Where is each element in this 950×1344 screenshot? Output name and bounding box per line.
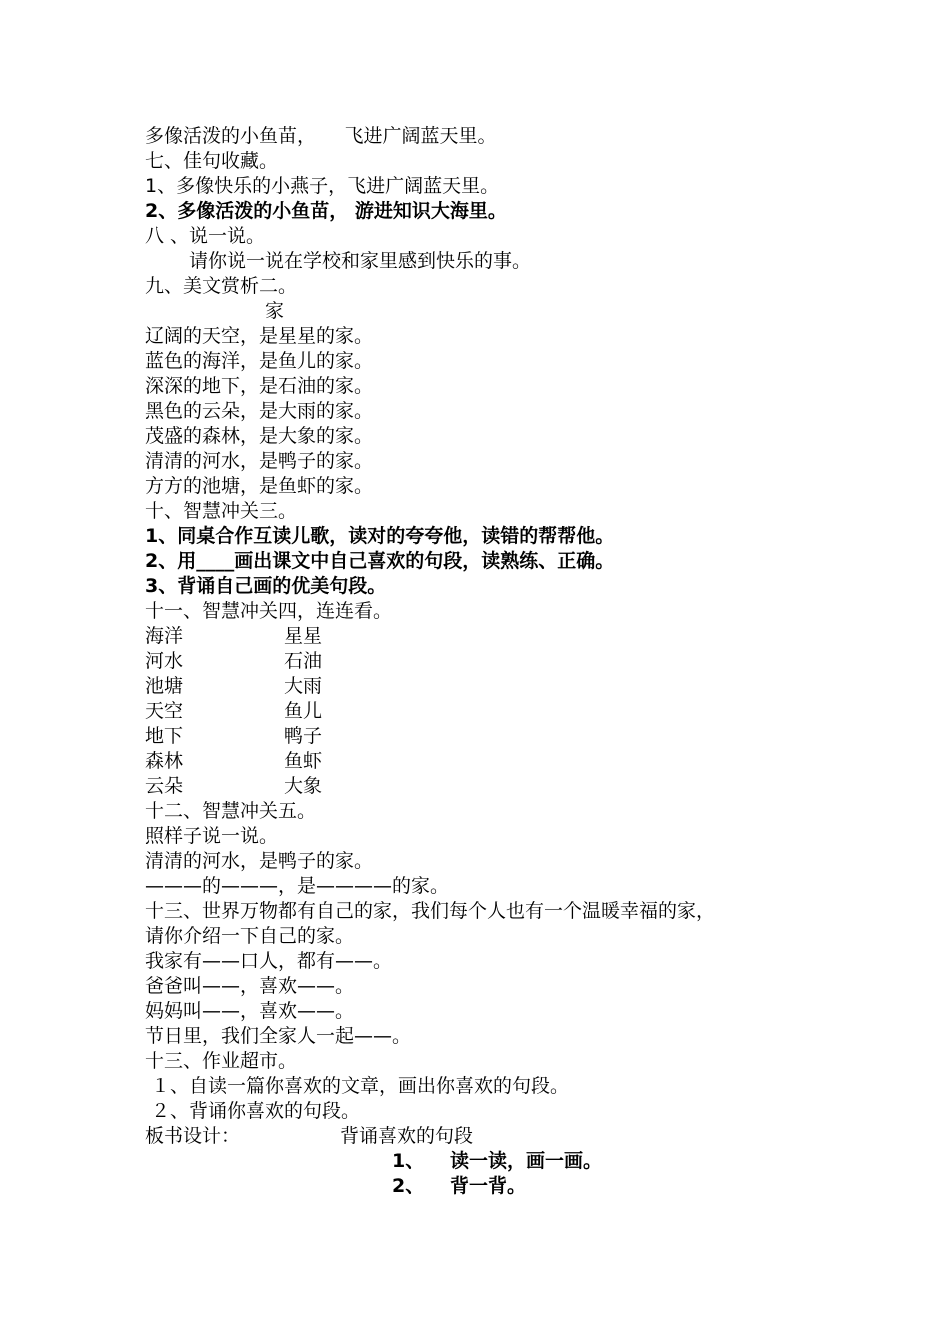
text-line: 1、同桌合作互读儿歌，读对的夸夸他，读错的帮帮他。: [145, 525, 615, 547]
match-left-item: 天空: [145, 700, 184, 722]
match-left-item: 河水: [145, 650, 184, 672]
fill-blank-line: 我家有——口人，都有——。: [145, 950, 393, 972]
match-left-item: 地下: [145, 725, 184, 747]
text-line: 照样子说一说。: [145, 825, 279, 847]
poem-title: 家: [265, 300, 285, 322]
text-line: １、自读一篇你喜欢的文章，画出你喜欢的句段。: [145, 1075, 570, 1097]
board-item-number: 2、: [392, 1175, 425, 1197]
board-item-number: 1、: [392, 1150, 425, 1172]
match-right-item: 大雨: [284, 675, 323, 697]
board-item-text: 读一读，画一画。: [450, 1150, 603, 1172]
poem-line: 辽阔的天空，是星星的家。: [145, 325, 374, 347]
poem-line: 深深的地下，是石油的家。: [145, 375, 374, 397]
poem-line: 蓝色的海洋，是鱼儿的家。: [145, 350, 374, 372]
fill-blank-line: 节日里，我们全家人一起——。: [145, 1025, 412, 1047]
poem-line: 清清的河水，是鸭子的家。: [145, 450, 374, 472]
poem-line: 方方的池塘，是鱼虾的家。: [145, 475, 374, 497]
match-left-item: 森林: [145, 750, 184, 772]
poem-line: 茂盛的森林，是大象的家。: [145, 425, 374, 447]
match-right-item: 石油: [284, 650, 323, 672]
text-line: ２、背诵你喜欢的句段。: [145, 1100, 361, 1122]
board-item-text: 背一背。: [450, 1175, 527, 1197]
text-line: 清清的河水，是鸭子的家。: [145, 850, 374, 872]
board-design-label: 板书设计：: [145, 1125, 241, 1147]
board-design-title: 背诵喜欢的句段: [340, 1125, 474, 1147]
text-line: 3、背诵自己画的优美句段。: [145, 575, 387, 597]
match-right-item: 鸭子: [284, 725, 323, 747]
match-left-item: 池塘: [145, 675, 184, 697]
section-heading: 十三、作业超市。: [145, 1050, 298, 1072]
match-right-item: 鱼儿: [284, 700, 323, 722]
section-heading: 十三、世界万物都有自己的家，我们每个人也有一个温暖幸福的家，: [145, 900, 716, 922]
section-heading: 七、佳句收藏。: [145, 150, 279, 172]
text-line: 2、多像活泼的小鱼苗， 游进知识大海里。: [145, 200, 507, 222]
fill-blank-line: 爸爸叫——，喜欢——。: [145, 975, 355, 997]
section-heading: 九、美文赏析二。: [145, 275, 298, 297]
fill-blank-line: 妈妈叫——，喜欢——。: [145, 1000, 355, 1022]
text-line: 请你说一说在学校和家里感到快乐的事。: [189, 250, 532, 272]
section-heading: 十二、智慧冲关五。: [145, 800, 317, 822]
match-left-item: 云朵: [145, 775, 184, 797]
section-heading: 十一、智慧冲关四，连连看。: [145, 600, 393, 622]
text-line: 2、用____画出课文中自己喜欢的句段，读熟练、正确。: [145, 550, 615, 572]
section-heading: 十、智慧冲关三。: [145, 500, 298, 522]
fill-blank-line: ———的———，是————的家。: [145, 875, 450, 897]
section-heading: 八 、说一说。: [145, 225, 266, 247]
text-line: 1、多像快乐的小燕子，飞进广阔蓝天里。: [145, 175, 500, 197]
text-line: 请你介绍一下自己的家。: [145, 925, 355, 947]
match-right-item: 大象: [284, 775, 323, 797]
text-line: 多像活泼的小鱼苗， 飞进广阔蓝天里。: [145, 125, 497, 147]
match-right-item: 鱼虾: [284, 750, 323, 772]
match-left-item: 海洋: [145, 625, 184, 647]
poem-line: 黑色的云朵，是大雨的家。: [145, 400, 374, 422]
match-right-item: 星星: [284, 625, 323, 647]
